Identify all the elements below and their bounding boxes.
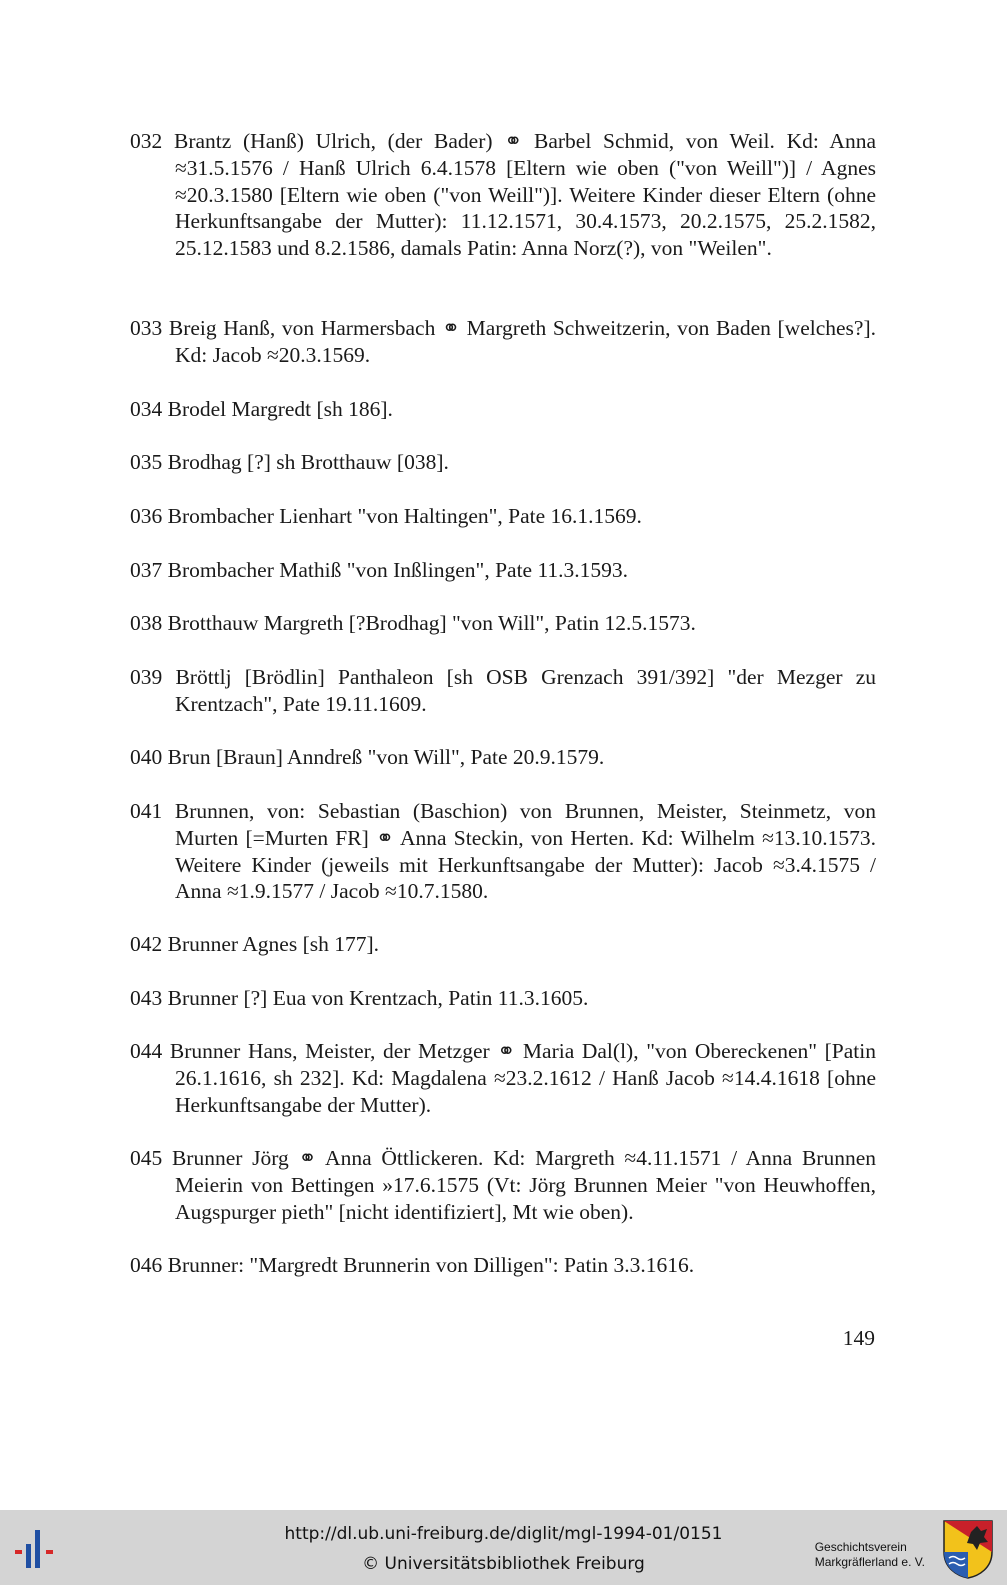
footer-bar: [0, 1510, 1007, 1585]
copyright-text: © Universitätsbibliothek Freiburg: [362, 1554, 645, 1574]
entry-034: 034 Brodel Margredt [sh 186].: [130, 397, 393, 421]
entry-040: 040 Brun [Braun] Anndreß "von Will", Pate 20.9.1579.: [130, 745, 605, 769]
coat-of-arms-icon: [941, 1518, 995, 1580]
society-line-1: Geschichtsverein: [814, 1540, 907, 1554]
source-url-link[interactable]: http://dl.ub.uni-freiburg.de/diglit/mgl-1994-01/0151: [284, 1524, 723, 1544]
entry-042: 042 Brunner Agnes [sh 177].: [130, 932, 380, 956]
entry-044: 044 Brunner Hans, Meister, der Metzger ⚭ Maria Dal(l), "von Obereckenen" [Patin 26.1.1616, sh 232]. Kd: Magdalena ≈23.2.1612 / Hanß Jacob ≈14.4.1618 [ohne Herkunftsangabe der Mutter).: [130, 1039, 877, 1117]
entry-046: 046 Brunner: "Margredt Brunnerin von Dilligen": Patin 3.3.1616.: [130, 1253, 695, 1277]
entry-045: 045 Brunner Jörg ⚭ Anna Öttlickeren. Kd: Margreth ≈4.11.1571 / Anna Brunnen Meierin von Bettingen »17.6.1575 (Vt: Jörg Brunnen Meier "von Heuwhoffen, Augspurger pieth" [nicht identifiziert], Mt wie oben).: [130, 1146, 876, 1224]
entry-032: 032 Brantz (Hanß) Ulrich, (der Bader) ⚭ Barbel Schmid, von Weil. Kd: Anna ≈31.5.1576 / Hanß Ulrich 6.4.1578 [Eltern wie oben ("von Weill")] / Agnes ≈20.3.1580 [Eltern wie oben ("von Weill")]. Weitere Kinder dieser Eltern (ohne Herkunftsangabe der Mutter): 11.12.1571, 30.4.1573, 20.2.1575, 25.2.1582, 25.12.1583 und 8.2.1586, damals Patin: Anna Norz(?), von "Weilen".: [130, 129, 876, 261]
entry-033: 033 Breig Hanß, von Harmersbach ⚭ Margreth Schweitzerin, von Baden [welches?]. Kd: Jacob ≈20.3.1569.: [130, 316, 877, 367]
entry-038: 038 Brotthauw Margreth [?Brodhag] "von Will", Patin 12.5.1573.: [130, 611, 696, 635]
society-name: [815, 1540, 925, 1570]
entry-043: 043 Brunner [?] Eua von Krentzach, Patin 11.3.1605.: [130, 986, 589, 1010]
society-line-2: Markgräflerland e. V.: [814, 1555, 925, 1569]
entry-039: 039 Bröttlj [Brödlin] Panthaleon [sh OSB Grenzach 391/392] "der Mezger zu Krentzach", Pate 19.11.1609.: [130, 665, 876, 716]
entry-035: 035 Brodhag [?] sh Brotthauw [038].: [130, 450, 449, 474]
entry-041: 041 Brunnen, von: Sebastian (Baschion) von Brunnen, Meister, Steinmetz, von Murten [=Murten FR] ⚭ Anna Steckin, von Herten. Kd: Wilhelm ≈13.10.1573. Weitere Kinder (jeweils mit Herkunftsangabe der Mutter): Jacob ≈3.4.1575 / Anna ≈1.9.1577 / Jacob ≈10.7.1580.: [130, 799, 876, 904]
entry-037: 037 Brombacher Mathiß "von Inßlingen", Pate 11.3.1593.: [130, 558, 629, 582]
page-number: 149: [842, 1326, 875, 1350]
entry-036: 036 Brombacher Lienhart "von Haltingen", Pate 16.1.1569.: [130, 504, 642, 528]
